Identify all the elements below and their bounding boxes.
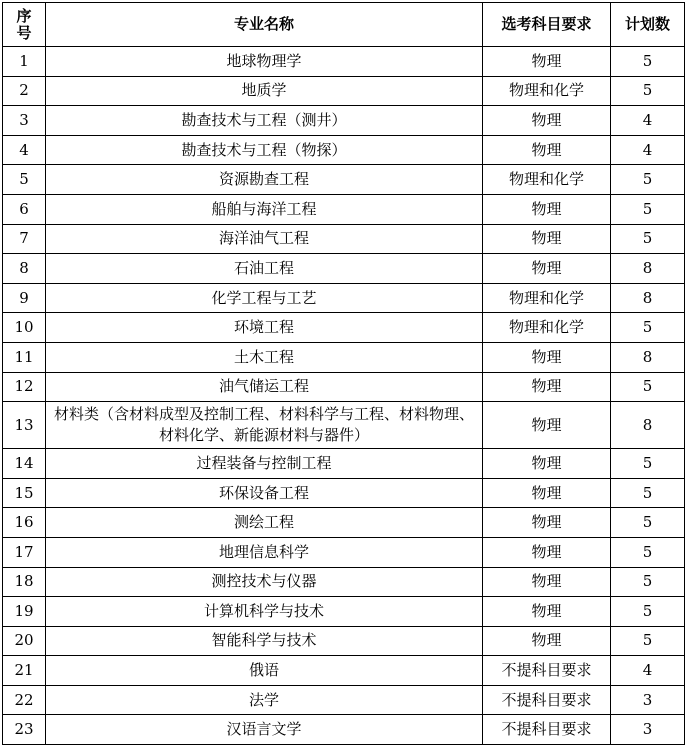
- cell-plan: 5: [611, 76, 685, 106]
- cell-index: 16: [3, 508, 46, 538]
- cell-name: 石油工程: [46, 254, 483, 284]
- cell-subjects: 物理: [483, 537, 611, 567]
- cell-plan: 8: [611, 402, 685, 449]
- cell-plan: 5: [611, 47, 685, 77]
- cell-plan: 4: [611, 135, 685, 165]
- cell-index: 19: [3, 597, 46, 627]
- cell-subjects: 物理和化学: [483, 283, 611, 313]
- cell-index: 9: [3, 283, 46, 313]
- cell-subjects: 物理和化学: [483, 76, 611, 106]
- cell-subjects: 不提科目要求: [483, 656, 611, 686]
- table-row: [3, 626, 685, 656]
- table-row: [3, 597, 685, 627]
- table-row: [3, 194, 685, 224]
- cell-name: 地质学: [46, 76, 483, 106]
- cell-name: 船舶与海洋工程: [46, 194, 483, 224]
- cell-name: 地球物理学: [46, 47, 483, 77]
- cell-plan: 3: [611, 685, 685, 715]
- cell-subjects: 物理: [483, 194, 611, 224]
- cell-name: 环保设备工程: [46, 478, 483, 508]
- cell-name: 汉语言文学: [46, 715, 483, 745]
- cell-index: 7: [3, 224, 46, 254]
- cell-name: 化学工程与工艺: [46, 283, 483, 313]
- cell-index: 2: [3, 76, 46, 106]
- cell-index: 8: [3, 254, 46, 284]
- cell-index: 17: [3, 537, 46, 567]
- cell-plan: 5: [611, 626, 685, 656]
- cell-name: 地理信息科学: [46, 537, 483, 567]
- cell-subjects: 不提科目要求: [483, 715, 611, 745]
- cell-name: 资源勘查工程: [46, 165, 483, 195]
- cell-index: 12: [3, 372, 46, 402]
- table-body: [3, 47, 685, 745]
- table-row: [3, 106, 685, 136]
- cell-name: 油气储运工程: [46, 372, 483, 402]
- cell-name: 勘查技术与工程（测井）: [46, 106, 483, 136]
- cell-plan: 5: [611, 567, 685, 597]
- table-row: [3, 313, 685, 343]
- table-row: [3, 165, 685, 195]
- table-row: [3, 47, 685, 77]
- cell-plan: 5: [611, 372, 685, 402]
- cell-subjects: 物理: [483, 372, 611, 402]
- cell-name: 俄语: [46, 656, 483, 686]
- cell-index: 20: [3, 626, 46, 656]
- cell-index: 6: [3, 194, 46, 224]
- header-subjects: 选考科目要求: [483, 3, 611, 47]
- table-row: [3, 224, 685, 254]
- cell-subjects: 物理: [483, 342, 611, 372]
- cell-subjects: 物理: [483, 224, 611, 254]
- cell-plan: 5: [611, 537, 685, 567]
- cell-index: 4: [3, 135, 46, 165]
- cell-plan: 5: [611, 478, 685, 508]
- table-row: [3, 254, 685, 284]
- cell-plan: 5: [611, 313, 685, 343]
- cell-name: 材料类（含材料成型及控制工程、材料科学与工程、材料物理、材料化学、新能源材料与器件）: [46, 402, 483, 449]
- table-row: [3, 478, 685, 508]
- cell-name: 测控技术与仪器: [46, 567, 483, 597]
- cell-name: 智能科学与技术: [46, 626, 483, 656]
- cell-plan: 5: [611, 194, 685, 224]
- cell-index: 21: [3, 656, 46, 686]
- cell-subjects: 不提科目要求: [483, 685, 611, 715]
- table-header-row: [3, 3, 685, 47]
- header-major: 专业名称: [46, 3, 483, 47]
- cell-plan: 3: [611, 715, 685, 745]
- cell-index: 1: [3, 47, 46, 77]
- cell-name: 过程装备与控制工程: [46, 449, 483, 479]
- cell-plan: 5: [611, 508, 685, 538]
- cell-index: 23: [3, 715, 46, 745]
- header-plan: 计划数: [611, 3, 685, 47]
- cell-index: 5: [3, 165, 46, 195]
- cell-subjects: 物理和化学: [483, 313, 611, 343]
- cell-subjects: 物理: [483, 254, 611, 284]
- cell-subjects: 物理: [483, 106, 611, 136]
- cell-plan: 5: [611, 165, 685, 195]
- cell-plan: 8: [611, 342, 685, 372]
- major-plan-table: [2, 2, 685, 745]
- cell-index: 22: [3, 685, 46, 715]
- table-row: [3, 715, 685, 745]
- table-row: [3, 135, 685, 165]
- cell-index: 3: [3, 106, 46, 136]
- cell-index: 10: [3, 313, 46, 343]
- cell-plan: 8: [611, 283, 685, 313]
- table-row: [3, 685, 685, 715]
- cell-name: 勘查技术与工程（物探）: [46, 135, 483, 165]
- cell-name: 环境工程: [46, 313, 483, 343]
- table-row: [3, 567, 685, 597]
- cell-plan: 5: [611, 597, 685, 627]
- cell-index: 14: [3, 449, 46, 479]
- cell-index: 18: [3, 567, 46, 597]
- cell-plan: 5: [611, 449, 685, 479]
- cell-plan: 8: [611, 254, 685, 284]
- table-row: [3, 656, 685, 686]
- cell-subjects: 物理: [483, 567, 611, 597]
- cell-subjects: 物理: [483, 47, 611, 77]
- table-row: [3, 508, 685, 538]
- cell-subjects: 物理: [483, 508, 611, 538]
- table-row: [3, 537, 685, 567]
- cell-subjects: 物理: [483, 478, 611, 508]
- cell-index: 13: [3, 402, 46, 449]
- cell-plan: 5: [611, 224, 685, 254]
- table-row: [3, 283, 685, 313]
- cell-index: 15: [3, 478, 46, 508]
- cell-subjects: 物理: [483, 626, 611, 656]
- cell-name: 计算机科学与技术: [46, 597, 483, 627]
- cell-name: 土木工程: [46, 342, 483, 372]
- cell-subjects: 物理: [483, 449, 611, 479]
- table-row: [3, 342, 685, 372]
- table-row: [3, 402, 685, 449]
- cell-name: 测绘工程: [46, 508, 483, 538]
- cell-plan: 4: [611, 656, 685, 686]
- table-row: [3, 449, 685, 479]
- table-row: [3, 76, 685, 106]
- header-index: 序号: [3, 3, 46, 47]
- cell-plan: 4: [611, 106, 685, 136]
- cell-subjects: 物理和化学: [483, 165, 611, 195]
- cell-subjects: 物理: [483, 597, 611, 627]
- cell-subjects: 物理: [483, 135, 611, 165]
- cell-name: 法学: [46, 685, 483, 715]
- cell-index: 11: [3, 342, 46, 372]
- table-row: [3, 372, 685, 402]
- cell-subjects: 物理: [483, 402, 611, 449]
- cell-name: 海洋油气工程: [46, 224, 483, 254]
